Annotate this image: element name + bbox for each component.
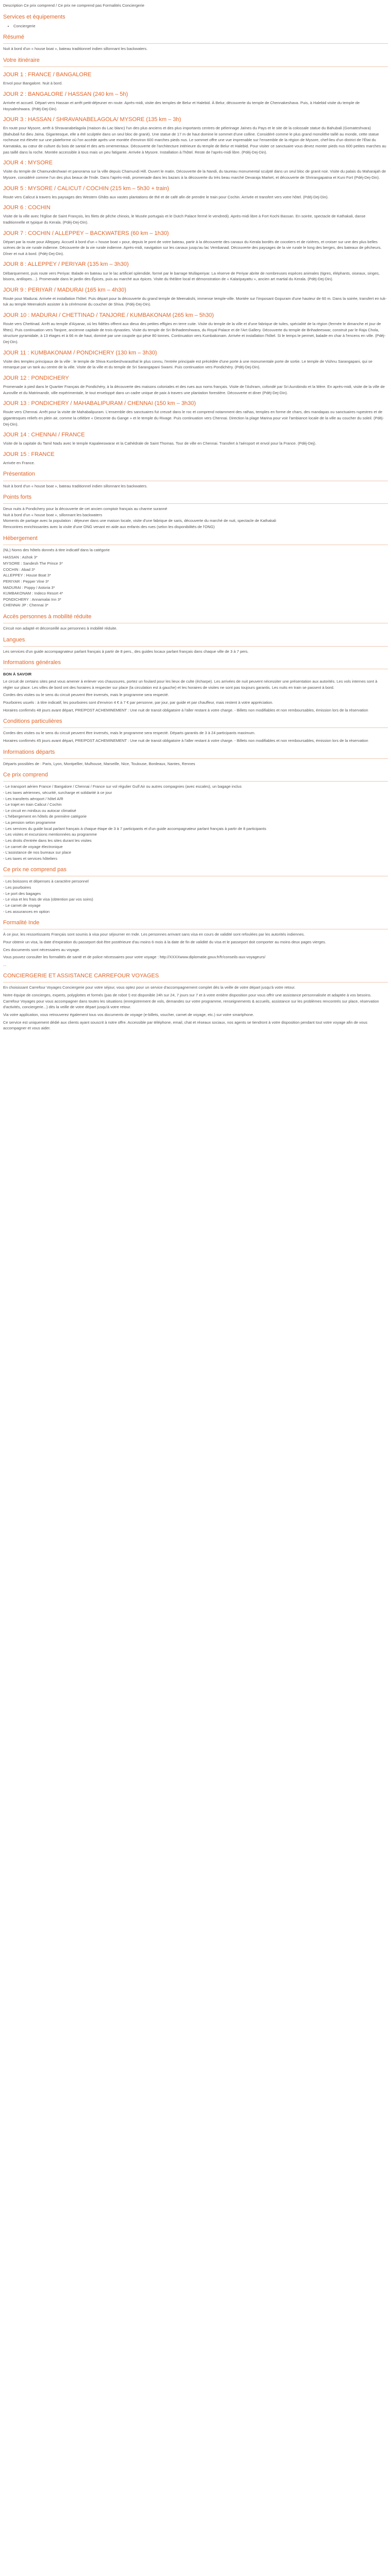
divider	[3, 503, 388, 504]
day-title: JOUR 5 : MYSORE / CALICUT / COCHIN (215 km – 5h30 + train)	[3, 185, 169, 192]
formalite-paragraph: ...	[3, 962, 7, 967]
day-text: Départ par la route pour Alleppey. Accueil à bord d'un « house boat » pour, depuis le pont de votre bateau, partir à la découverte des canaux du Kerala bordés de cocotiers et de rizières, et croiser sur une des plus belles scènes de la vie rurale indienne. Découverte de la vie rurale indienne. Après-midi, navigation sur les canaux jusqu'au lac Vembanad. Découverte des paysages de la vie rurale le long des berges, des bateaux de pêcheurs. Dîner et nuit à bord. (Pdéj-Dej-Din).	[3, 239, 382, 256]
list-item: KUMBAKONAM : Indeco Resort 4*	[3, 591, 63, 596]
conditions-paragraph: Cordes des visites ou le sens du circuit peuvent être inversés, mais le programme sera respecté. Départs garantis de 3 à 24 participants maximum.	[3, 731, 255, 736]
day-text: Arrivée et accueil. Départ vers Hassan et arrêt petit-déjeuner en route. Après-midi, visite des temples de Belur et Halebid. À Belur, découverte du temple de Chennakeshava. Puis, à Halebid visite du temple de Hoysaleshwara. (Pdéj-Dej-Din).	[3, 100, 360, 111]
acces-text: Circuit non adapté et déconseillé aux personnes à mobilité réduite.	[3, 626, 118, 631]
day-text: Promenade à pied dans le Quartier Français de Pondichéry, à la découverte des maisons coloniales et des rues aux noms français. Visite de l'Ashram, cofondé par Sri Aurobindo et la Mère. En après-midi, visite de la ville de Auroville et du Matrimandir, ville expérimentale, le tout enveloppé dans un cadre unique de paix à travers une plantation forestière. Découverte et diner (Pdéj-Dej-Din).	[3, 384, 385, 395]
infos-paragraph: Horaires confirmés 48 jours avant départ, PRE/POST ACHEMINEMENT : Une nuit de transit obligatoire à l'aller restant à votre charge. - Billets non modifiables et non remboursables, émission lors de la réservation	[3, 707, 368, 713]
infos-paragraph: Cordes des visites ou le sens du circuit peuvent être inversés, mais le programme sera respecté.	[3, 692, 169, 698]
list-item: - Les assurances en option	[3, 909, 50, 914]
day-title: JOUR 10 : MADURAI / CHETTINAD / TANJORE / KUMBAKONAM (265 km – 5h30)	[3, 312, 214, 319]
day-text: En route pour Mysore, arrêt à Shravanabelagola (maison du Lac blanc) l'un des plus anciens et des plus importants centres de pèlerinage Jaïnes du Pays et le site de la colossale statue du Bahubali (Gomateshvara) (Bahubali fut dieu Jaïna. Gigantesque, elle a été sculptée dans un seul bloc de granit). Une statue de 17 m de haut domine le sommet d'une colline. Considéré comme le plus grand monolithe taillé au monde, cette statue rocheuse est élevée sur une plateforme où l'on accède après une montée d'environ 600 marches pieds nus. Le sommet offre une vue imprenable sur l'ensemble de la région de Mysore, chef-lieu d'un district de l'État du Karnataka, au cœur de culture du bois de santal et des arts ornementaux. Découverte de l'architecture intérieure du temple de Belur et Halebid. Pour visiter ce sanctuaire vous devez monter pieds nus 600 petites marches au pas taillé dans la roche. Montée accessible à tous mais un peu fatigante. Arrivée à Mysore. Installation à l'hôtel. Reste de l'après-midi libre. (Pdéj-Dej-Din).	[3, 126, 386, 155]
day-text: Envol pour Bangalore. Nuit à bord.	[3, 81, 63, 86]
list-item: - Les droits d'entrée dans les sites durant les visites	[3, 838, 92, 843]
day-text: Arrivée en France.	[3, 460, 35, 465]
hebergement-intro: (NL) Noms des hôtels donnés à titre indicatif dans la catégorie	[3, 547, 110, 552]
day-block	[3, 229, 388, 257]
day-block	[3, 431, 388, 447]
list-item: Deux nuits à Pondichery pour la découverte de cet ancien comptoir français au charme suranné	[3, 506, 168, 512]
concierge-title: CONCIERGERIE ET ASSISTANCE CARREFOUR VOYAGES	[3, 973, 159, 979]
list-item: - Les taxes et services hôteliers	[3, 856, 58, 861]
resume-text: Nuit à bord d'un « house boat », bateau traditionnel indien sillonnant les backwaters.	[3, 46, 148, 52]
conditions-paragraph: Horaires confirmés 45 jours avant départ, PRE/POST ACHEMINEMENT : Une nuit de transit obligatoire à l'aller restant à votre charge. - Billets non modifiables et non remboursables, émission lors de la réservation	[3, 738, 368, 743]
formalite-paragraph: À ce jour, les ressortissants Français sont soumis à visa pour séjourner en Inde. Les personnes arrivant sans visa en cours de validité sont refoulées par les autorités indiennes.	[3, 932, 305, 937]
prix-comprend-title: Ce prix comprend	[3, 772, 48, 778]
day-block	[3, 184, 388, 200]
day-block	[3, 159, 388, 180]
day-title: JOUR 12 : PONDICHERY	[3, 375, 69, 381]
list-item: Nuit à bord d'un « house boat », sillonnant les backwaters	[3, 512, 102, 517]
day-title: JOUR 2 : BANGALORE / HASSAN (240 km – 5h)	[3, 91, 128, 97]
hotel-list	[3, 554, 388, 608]
list-item: - Les pourboires	[3, 885, 31, 890]
list-item: - Les boissons et dépenses à caractère personnel	[3, 879, 89, 884]
day-text: Route vers Chennai. Arrêt pour la visite de Mahabalipuram. L'ensemble des sanctuaires fut creusé dans le roc et comprend notamment des rathas, temples en forme de chars, des mandapas ou sanctuaires rupestres et de gigantesques reliefs en plein air, comme la célèbre « Descente du Gange » et le temple du Rivage. Puis continuation vers Chennai. Direction la plage Marina pour voir l'ambiance locale de la ville au coucher du soleil. (Pdéj-Dej-Din).	[3, 410, 384, 427]
langues-text: Les services d'un guide accompagnateur parlant français à partir de 8 pers., des guides locaux parlant français dans chaque ville de 3 à 7 pers.	[3, 649, 249, 654]
concierge-paragraph: En choisissant Carrefour Voyages Conciergerie pour votre séjour, vous optez pour un service d'accompagnement complet dès la veille de votre départ jusqu'à votre retour.	[3, 985, 296, 990]
prix-comprend-list	[3, 784, 388, 861]
day-title: JOUR 6 : COCHIN	[3, 205, 51, 211]
day-title: JOUR 15 : FRANCE	[3, 451, 55, 457]
presentation-text: Nuit à bord d'un « house boat », bateau traditionnel indien sillonnant les backwaters.	[3, 483, 148, 488]
resume-title: Résumé	[3, 34, 24, 41]
day-block	[3, 260, 388, 282]
day-title: JOUR 8 : ALLEPPEY / PERIYAR (135 km – 3h30)	[3, 261, 129, 268]
day-title: JOUR 4 : MYSORE	[3, 160, 53, 166]
day-text: Visite de la ville avec l'église de Saint François, les filets de pêche chinois, le Musée portugais et le Dutch Palace fermé le vendredi). Après-midi libre à Fort Kochi Bassan. En soirée, spectacle de Kathakali, danse traditionnelle et typique du Kerala. (Pdéj-Dej-Din).	[3, 214, 366, 225]
conditions-title: Conditions particulières	[3, 718, 62, 725]
services-list	[3, 23, 388, 29]
tab-links[interactable]: Description Ce prix comprend / Ce prix ne comprend pas Formalités Conciergerie	[3, 3, 144, 8]
day-block	[3, 311, 388, 345]
list-item: Moments de partage avec la population : déjeuner dans une maison locale, visite d'une fabrique de saris, découverte du marché de nuit, spectacle de Kathakali	[3, 518, 276, 523]
day-text: Route vers Calicut à travers les paysages des Western Ghâts aux vastes plantations de thé et de café afin de prendre le train pour Cochin. Arrivée et transfert vers votre hôtel. (Pdéj-Dej-Din).	[3, 194, 329, 199]
acces-title: Accès personnes à mobilité réduite	[3, 614, 92, 620]
list-item: PERIYAR : Pepper Vine 3*	[3, 579, 49, 584]
list-item: - Le visa et les frais de visa (obtention par vos soins)	[3, 897, 93, 902]
day-block	[3, 374, 388, 396]
list-item: Rencontres enrichissantes avec la visite d'une ONG venant en aide aux enfants des rues (selon les disponibilités de l'ONG)	[3, 524, 215, 530]
points-forts-title: Points forts	[3, 494, 32, 501]
list-item: - Le port des bagages	[3, 891, 41, 896]
departs-title: Informations départs	[3, 749, 55, 755]
list-item: PONDICHERY : Annamalai Inn 3*	[3, 597, 61, 602]
list-item: - L'hébergement en hôtels de première catégorie	[3, 814, 87, 819]
concierge-paragraph: Via votre application, vous retrouverez également tous vos documents de voyage (e-billets, voucher, carnet de voyage, etc.) sur votre smartphone.	[3, 1012, 254, 1017]
day-title: JOUR 1 : FRANCE / BANGALORE	[3, 72, 92, 78]
infos-paragraph: Pourboires usuels : à titre indicatif, les pourboires sont d'environ 4 € à 7 € par personne, par jour, par guide et par chauffeur, mais restent à votre appréciation.	[3, 700, 273, 705]
day-block	[3, 204, 388, 225]
day-text: Visite du temple de Chamundeshwari et panorama sur la ville depuis Chamundi Hill. Ouvert le matin. Découverte de la Nandi, du taureau monumental sculpté dans un seul bloc de granit noir. Visite du palais du Maharajah de Mysore, considéré comme l'un des plus beaux de l'Inde. Dans l'après-midi, promenade dans les bazars à la découverte du très beau marché Devaraja Market, et découverte de Shrirangapatna et Kuni Fort (Pdéj-Dej-Din).	[3, 169, 386, 180]
day-title: JOUR 9 : PERIYAR / MADURAI (165 km – 4h30)	[3, 286, 126, 293]
day-title: JOUR 3 : HASSAN / SHRAVANABELAGOLA/ MYSORE (135 km – 3h)	[3, 116, 181, 123]
departs-text: Départs possibles de : Paris, Lyon, Montpellier, Mulhouse, Marseille, Nice, Toulouse, Bordeaux, Nantes, Rennes	[3, 761, 196, 766]
concierge-paragraph: Notre équipe de concierges, experts, polyglottes et formés (pas de robot !) est disponible 24h sur 24, 7 jours sur 7 et à votre entière disposition pour vous offrir une assistance personnalisée et adaptée à vos besoins. Carrefour Voyages pour vous accompagner dans toutes les situations (enregistrement de vols, demandes sur votre programme, renseignements & accueils, assistance sur les problèmes rencontrés sur place, réservation d'activités, conciergerie...) dès la veille de votre départ jusqu'à votre retour.	[3, 993, 379, 1010]
formalite-title: Formalité Inde	[3, 920, 40, 926]
list-item: - Les visites et excursions mentionnées au programme	[3, 832, 97, 837]
formalite-paragraph: Pour obtenir un visa, la date d'expiration du passeport doit être postérieure d'au moins 6 mois à la date de fin de validité du visa et le passeport doit comporter au moins deux pages vierges.	[3, 939, 327, 944]
list-item: - La pension selon programme	[3, 820, 56, 825]
day-text: Débarquement, puis route vers Periyar. Balade en bateau sur le lac artificiel splendide, formé par le barrage Mullaperiyar. La réserve de Periyar abrite de nombreuses espèces animales (tigres, éléphants, oiseaux, singes, bisons, antilopes…). Promenade dans le jardin des Épices, puis au marché aux épices. Visite du théâtre local et démonstration de « Kalaripayattu », ancien art martial du Kerala. (Pdéj-Dej-Din).	[3, 270, 380, 282]
list-item: - Le transport aérien France / Bangalore / Chennai / France sur vol régulier Gulf Air ou autres compagnies (avec escales), un bagage inclus	[3, 784, 242, 789]
infos-subtitle: BON À SAVOIR	[3, 672, 32, 677]
list-item: - L'assistance de nos bureaux sur place	[3, 850, 71, 855]
day-title: JOUR 14 : CHENNAI / FRANCE	[3, 432, 85, 438]
prix-ne-comprend-list	[3, 878, 388, 914]
day-block	[3, 450, 388, 466]
hebergement-title: Hébergement	[3, 535, 38, 541]
divider	[3, 43, 388, 44]
list-item: COCHIN : Abad 3*	[3, 567, 36, 572]
presentation-title: Présentation	[3, 471, 35, 478]
day-block	[3, 286, 388, 308]
infos-title: Informations générales	[3, 659, 61, 666]
concierge-paragraph: Ce service est uniquement dédié aux clients ayant souscrit à notre offre. Accessible par téléphone, email, chat et réseaux sociaux, nos agents se tiendront à votre disposition pendant tout votre voyage afin de vous accompagner et vous aider.	[3, 1020, 368, 1031]
list-item: - Les transferts aéroport / hôtel A/R	[3, 796, 63, 801]
list-item: - Les services du guide local parlant français à chaque étape de 3 à 7 participants et d'un guide accompagnateur parlant français à partir de 8 participants	[3, 826, 267, 831]
list-item: ALLEPPEY : House Boat 3*	[3, 573, 51, 578]
services-title: Services et équipements	[3, 13, 66, 20]
divider	[3, 646, 388, 647]
page-content	[0, 0, 391, 1037]
divider	[3, 781, 388, 782]
day-text: Visite des temples principaux de la ville : le temple de Shiva Kumbeshvarasthal le plus connu, l'entrée principale est précédée d'une porte à une monumentale porte de sortie. Le temple de Vishnu Sarangapani, qui se remarque par un tank au centre de la ville. Visite de la ville et du temple de Sri Sarangapani Swami. Puis continuation vers Pondichéry. (Pdéj-Dej-Din).	[3, 359, 372, 370]
list-item: - Les taxes aériennes, sécurité, surcharge et solidarité à ce jour	[3, 790, 112, 795]
langues-title: Langues	[3, 636, 25, 643]
day-title: JOUR 13 : PONDICHERY / MAHABALIPURAM / CHENNAI (150 km – 3h30)	[3, 400, 196, 407]
list-item: CHENNAI JP : Chennai 3*	[3, 603, 48, 608]
day-text: Visite de la capitale du Tamil Nadu avec le temple Kapaleeswarar et la Cathédrale de Saint Thomas. Tour de ville en Chennai. Transfert à l'aéroport et envol pour la France. (Pdéj-Dej).	[3, 441, 317, 446]
day-title: JOUR 7 : COCHIN / ALLEPPEY – BACKWATERS (60 km – 1h30)	[3, 230, 169, 236]
itinerary-title: Votre itinéraire	[3, 57, 40, 64]
day-title: JOUR 11 : KUMBAKONAM / PONDICHERY (130 km – 3h30)	[3, 349, 157, 356]
service-item: • Conciergerie	[13, 23, 388, 29]
day-block	[3, 90, 388, 112]
list-item: - Le trajet en train Calicut / Cochin	[3, 802, 62, 807]
formalite-link[interactable]: Vous pouvez consulter les formalités de santé et de police nécessaires pour votre voyage : http://XXXXwww.diplomatie.gouv.fr/fr/conseils-aux-voyageurs/	[3, 955, 266, 960]
day-block	[3, 115, 388, 155]
list-item: MADURAI : Poppy / Astoria 3*	[3, 585, 55, 590]
prix-ne-comprend-title: Ce prix ne comprend pas	[3, 867, 67, 873]
day-text: Route vers Chettinad. Arrêt au temple d'Aiyanar, où les fidèles offrent aux dieux des petites effigies en terre cuite. Visite du temple de la ville et d'une fabrique de tuiles, spécialité de la région (fermée le dimanche et jour de fêtes). Puis continuation vers Tanjore, ancienne capitale de trois dynasties. Visite du temple de Sri Brihadeeshwara, du Royal Palace et de l'Art Gallery. Découverte du temple de Brihadeeswar, construit par le Raja Chola, structure pyramidale, à 13 étages et à 66 m de haut, dominé par une coupole qui pèse 80 tonnes. Continuation vers Kumbakonam. Arrivée et installation l'hôtel. Si le temps le permet, balade en char à l'encens en ville. (Pdéj-Dej-Din).	[3, 321, 386, 344]
divider	[3, 758, 388, 759]
list-item: - Le carnet de voyage	[3, 903, 41, 908]
day-block	[3, 399, 388, 427]
infos-paragraph: Le circuit de certains sites peut vous amener à enlever vos chaussures, portez un foulard pour les lieux de culte (écharpe). Les arrivées de nuit peuvent nécessiter une présentation aux autorités. Les vols internes sont à régler sur place. Les villes de bord ont des horaires à respecter sur place (la circulation est à gauche) et les horaires de visites ne sont pas toujours garantis. Les nuits en train se passent à bord.	[3, 679, 378, 690]
formalite-paragraph: Ces documents sont nécessaires au voyage.	[3, 947, 80, 952]
divider	[3, 727, 388, 728]
divider	[3, 66, 388, 67]
list-item: HASSAN : Ashok 3*	[3, 555, 38, 560]
list-item: - Le circuit en minibus ou autocar climatisé	[3, 808, 76, 813]
day-block	[3, 71, 388, 87]
day-block	[3, 349, 388, 370]
day-text: Route pour Madurai. Arrivée et installation l'hôtel. Puis départ pour la découverte du grand temple de Meenakshi, immense temple-ville. Montée sur l'imposant Gopuram d'une hauteur de 60 m. Dans la soirée, transfert en tuk-tuk au temple Meenakshi assister à la cérémonie du coucher de Shiva. (Pdéj-Dej-Din).	[3, 296, 387, 307]
list-item: MYSORE : Sandesh The Prince 3*	[3, 561, 63, 566]
list-item: - Le carnet de voyage électronique	[3, 844, 63, 849]
points-forts-list	[3, 506, 388, 530]
